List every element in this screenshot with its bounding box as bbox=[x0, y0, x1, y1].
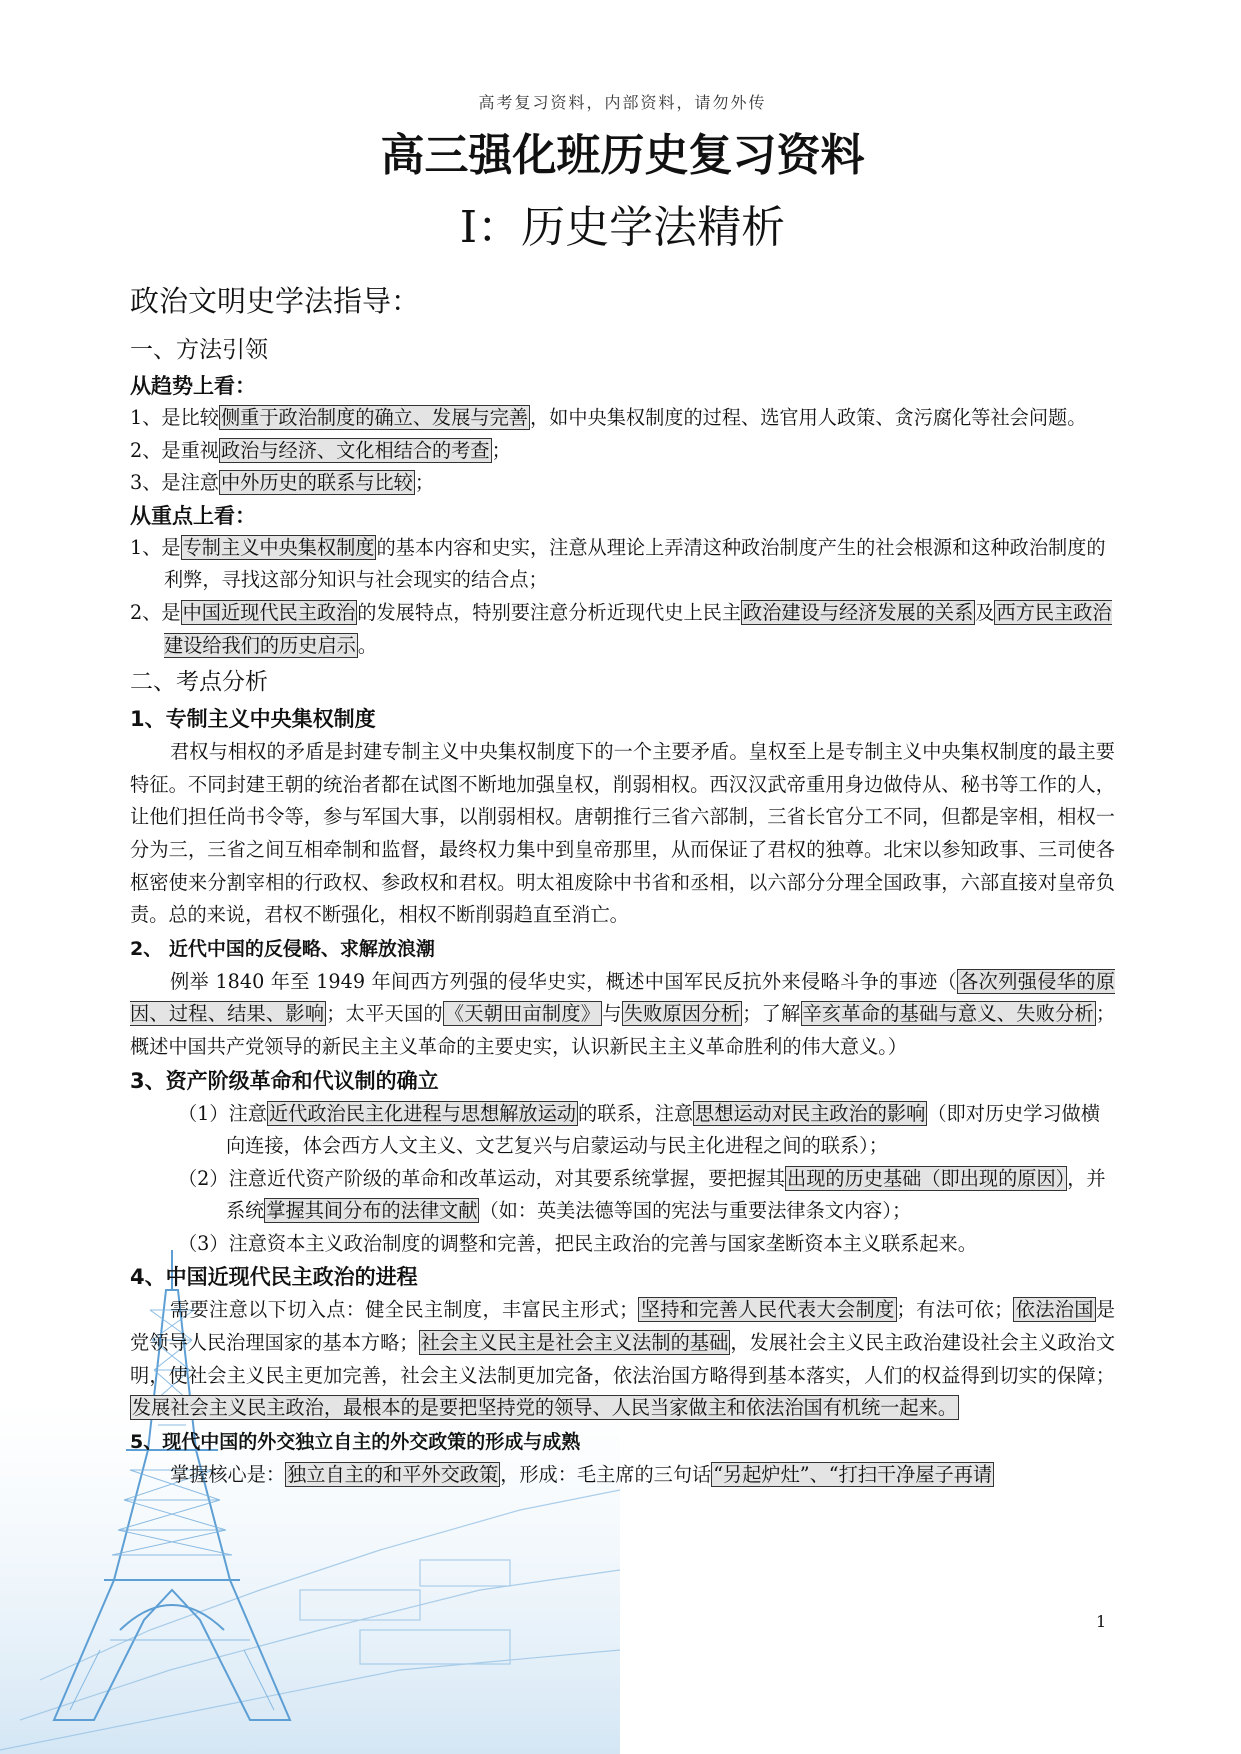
page-number: 1 bbox=[1096, 1612, 1107, 1631]
highlight-box: 依法治国 bbox=[1015, 1298, 1094, 1322]
trend-heading: 从趋势上看： bbox=[130, 374, 256, 398]
highlight-box: 发展社会主义民主政治，最根本的是要把坚持党的领导、人民当家做主和依法治国有机统一起来。 bbox=[132, 1396, 958, 1420]
topic-5-heading: 5、现代中国的外交独立自主的外交政策的形成与成熟 bbox=[130, 1430, 581, 1453]
document-subtitle: Ⅰ：历史学法精析 bbox=[459, 202, 786, 253]
topic-3-point-1: （1）注意 近代政治民主化进程与思想解放运动 的联系，注意 思想运动对民主政治的影响 （即对历史学习做横向连接，体会西方人文主义、文艺复兴与启蒙运动与民主化进程之间的联系）； bbox=[178, 1101, 1101, 1158]
trend-item-3: 3、是注意 中外历史的联系与比较 ； bbox=[130, 471, 435, 495]
highlight-box: 政治与经济、文化相结合的考查 bbox=[220, 438, 490, 462]
highlight-box: 坚持和完善人民代表大会制度 bbox=[640, 1298, 895, 1322]
topic-2-text: 例举 1840 年至 1949 年间西方列强的侵华史实，概述中国军民反抗外来侵略斗争的事迹（ 各次列强侵华的原因、过程、结果、影响 ；太平天国的 《天朝田亩制度》 与 失败原因分析 ；了解 辛亥革命的基础与意义、失败分析 ；概述中国共产党领导的新民主主义革命的主要史实，认识新民主主义革命胜利的伟大意义。） bbox=[130, 969, 1116, 1058]
highlight-box: 失败原因分析 bbox=[623, 1002, 741, 1026]
topic-4-heading: 4、中国近现代民主政治的进程 bbox=[130, 1265, 418, 1290]
highlight-box: 侧重于政治制度的确立、发展与完善 bbox=[220, 406, 528, 429]
highlight-box: 近代政治民主化进程与思想解放运动 bbox=[268, 1101, 576, 1125]
topic-3-heading: 3、资产阶级革命和代议制的确立 bbox=[130, 1068, 439, 1093]
document-title: 高三强化班历史复习资料 bbox=[380, 130, 865, 181]
highlight-box: 社会主义民主是社会主义法制的基础 bbox=[420, 1331, 729, 1355]
highlight-box: 西方民主政治建设给我们的历史启示 bbox=[164, 600, 1112, 657]
topic-2-heading: 2、 近代中国的反侵略、求解放浪潮 bbox=[130, 937, 435, 960]
focus-heading: 从重点上看： bbox=[130, 503, 256, 528]
header-note: 高考复习资料，内部资料，请勿外传 bbox=[478, 93, 767, 112]
highlight-box: “另起炉灶”、“打扫干净屋子再请 bbox=[713, 1462, 993, 1486]
topic-4-text: 需要注意以下切入点：健全民主制度，丰富民主形式； 坚持和完善人民代表大会制度 ；有法可依； 依法治国 是党领导人民治理国家的基本方略； 社会主义民主是社会主义法制的基础 ，发展社会主义民主政治建设社会主义政治文明，使社会主义民主更加完善，社会主义法制更加完备，依法治国方略得到基本落实，人们的权益得到切实的保障；发展社会主义民主政治，最根本的是要把坚持党的领导、人民当家做主和依法治国有机统一起来。 bbox=[130, 1298, 1116, 1420]
topic-1-text: 君权与相权的矛盾是封建专制主义中央集权制度下的一个主要矛盾。皇权至上是专制主义中央集权制度的最主要特征。不同封建王朝的统治者都在试图不断地加强皇权，削弱相权。西汉汉武帝重用身边做侍从、秘书等工作的人，让他们担任尚书令等，参与军国大事，以削弱相权。唐朝推行三省六部制，三省长官分工不同，但都是宰相，相权一分为三，三省之间互相牵制和监督，最终权力集中到皇帝那里，从而保证了君权的独尊。北宋以参知政事、三司使各枢密使来分割宰相的行政权、参政权和君权。明太祖废除中书省和丞相，以六部分分理全国政事，六部直接对皇帝负责。总的来说，君权不断强化，相权不断削弱趋直至消亡。 bbox=[130, 740, 1115, 927]
topic-3-point-3: （3）注意资本主义政治制度的调整和完善，把民主政治的完善与国家垄断资本主义联系起来。 bbox=[178, 1231, 977, 1255]
trend-item-1: 1、是比较 侧重于政治制度的确立、发展与完善 ，如中央集权制度的过程、选官用人政策、贪污腐化等社会问题。 bbox=[130, 406, 1087, 429]
focus-item-1: 1、是 专制主义中央集权制度 的基本内容和史实，注意从理论上弄清这种政治制度产生的社会根源和这种政治制度的利弊，寻找这部分知识与社会现实的结合点； bbox=[130, 535, 1106, 592]
focus-item-2: 2、是 中国近现代民主政治 的发展特点，特别要注意分析近现代史上民主 政治建设与经济发展的关系 及 西方民主政治建设给我们的历史启示 。 bbox=[130, 600, 1112, 657]
highlight-box: 出现的历史基础（即出现的原因） bbox=[787, 1166, 1066, 1190]
highlight-box: 独立自主的和平外交政策 bbox=[287, 1462, 499, 1486]
highlight-box: 各次列强侵华的原因、过程、结果、影响 bbox=[130, 969, 1115, 1026]
topic-1-heading: 1、专制主义中央集权制度 bbox=[130, 707, 376, 732]
highlight-box: 中国近现代民主政治 bbox=[182, 600, 356, 624]
highlight-box: 《天朝田亩制度》 bbox=[444, 1002, 601, 1026]
highlight-box: 辛亥革命的基础与意义、失败分析 bbox=[802, 1002, 1094, 1026]
topic-3-point-2: （2）注意近代资产阶级的革命和改革运动，对其要系统掌握，要把握其 出现的历史基础（即出现的原因） ，并系统 掌握其间分布的法律文献 （如：英美法德等国的宪法与重要法律条文内容）； bbox=[178, 1166, 1106, 1223]
part1-heading: 一、方法引领 bbox=[130, 337, 268, 363]
part2-heading: 二、考点分析 bbox=[130, 669, 268, 696]
section-title: 政治文明史学法指导： bbox=[130, 284, 421, 318]
highlight-box: 中外历史的联系与比较 bbox=[220, 471, 413, 495]
highlight-box: 专制主义中央集权制度 bbox=[182, 535, 375, 559]
highlight-box: 思想运动对民主政治的影响 bbox=[695, 1101, 926, 1125]
topic-5-text: 掌握核心是： 独立自主的和平外交政策 ，形成：毛主席的三句话 “另起炉灶”、“打扫干净屋子再请 bbox=[170, 1462, 993, 1486]
highlight-box: 掌握其间分布的法律文献 bbox=[266, 1199, 478, 1223]
highlight-box: 政治建设与经济发展的关系 bbox=[743, 600, 974, 624]
trend-item-2: 2、是重视 政治与经济、文化相结合的考查 ； bbox=[130, 438, 511, 462]
